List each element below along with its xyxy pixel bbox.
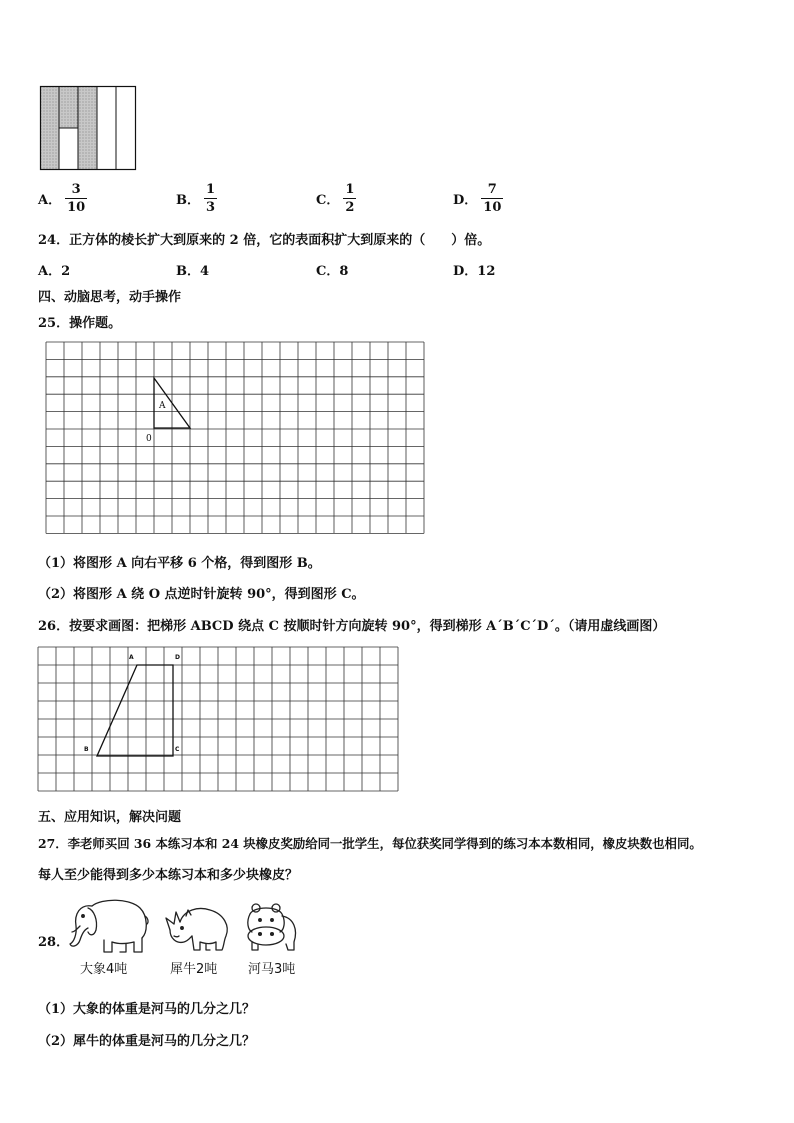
point-o-label: 0	[146, 434, 152, 444]
hippo-image	[240, 902, 300, 954]
rhino-image	[164, 902, 232, 954]
q24-option-b[interactable]: B．4	[176, 264, 210, 279]
shape-a-label: A	[159, 401, 166, 411]
q27-line2: 每人至少能得到多少本练习本和多少块橡皮？	[38, 868, 299, 883]
label-c: C	[175, 746, 180, 753]
section-5-heading: 五、应用知识，解决问题	[38, 810, 182, 825]
hippo-caption: 河马3吨	[248, 962, 296, 977]
fraction: $\frac{1}{2}$	[345, 182, 355, 215]
q28-sub1: （1）大象的体重是河马的几分之几？	[38, 1002, 256, 1017]
q27-line1: 27．李老师买回 36 本练习本和 24 块橡皮奖励给同一批学生，每位获奖同学得到的练习本本数相同，橡皮块数也相同。	[38, 836, 702, 851]
q28-number: 28．	[38, 935, 70, 950]
q23-option-c[interactable]: C． $\frac{1}{2}$	[316, 182, 355, 215]
q24-option-c[interactable]: C．8	[316, 264, 349, 279]
shaded-column-1	[40, 86, 59, 170]
q25-sub2: （2）将图形 A 绕 O 点逆时针旋转 90°，得到图形 C。	[38, 587, 365, 602]
label-d: D	[175, 654, 180, 661]
trapezoid-abcd	[97, 665, 173, 756]
q28-sub2: （2）犀牛的体重是河马的几分之几？	[38, 1034, 256, 1049]
q26-figure-layer	[38, 647, 398, 792]
q23-fraction-figure	[40, 86, 136, 171]
q25-figure-layer	[46, 342, 424, 534]
shaded-top-col-2	[59, 86, 78, 128]
q25-sub1: （1）将图形 A 向右平移 6 个格，得到图形 B。	[38, 556, 321, 571]
q25-title: 25．操作题。	[38, 316, 122, 331]
section-4-heading: 四、动脑思考，动手操作	[38, 290, 182, 305]
elephant-caption: 大象4吨	[80, 962, 128, 977]
q24-question: 24．正方体的棱长扩大到原来的 2 倍，它的表面积扩大到原来的（ ）倍。	[38, 233, 491, 248]
q24-option-a[interactable]: A．2	[38, 264, 71, 279]
q23-option-b[interactable]: B． $\frac{1}{3}$	[176, 182, 216, 215]
q23-option-d[interactable]: D． $\frac{7}{10}$	[453, 182, 502, 215]
fraction: $\frac{1}{3}$	[206, 182, 216, 215]
q23-option-a[interactable]: A． $\frac{3}{10}$	[38, 182, 86, 215]
label-b: B	[84, 746, 89, 753]
q24-option-d[interactable]: D．12	[453, 264, 496, 279]
fraction: $\frac{3}{10}$	[67, 182, 86, 215]
q26-question: 26．按要求画图：把梯形 ABCD 绕点 C 按顺时针方向旋转 90°，得到梯形 A´B´C´D´。（请用虚线画图）	[38, 619, 666, 634]
label-a: A	[129, 654, 134, 661]
fraction: $\frac{7}{10}$	[483, 182, 502, 215]
shaded-column-3	[78, 86, 97, 170]
rhino-caption: 犀牛2吨	[170, 962, 218, 977]
elephant-image	[68, 896, 150, 954]
